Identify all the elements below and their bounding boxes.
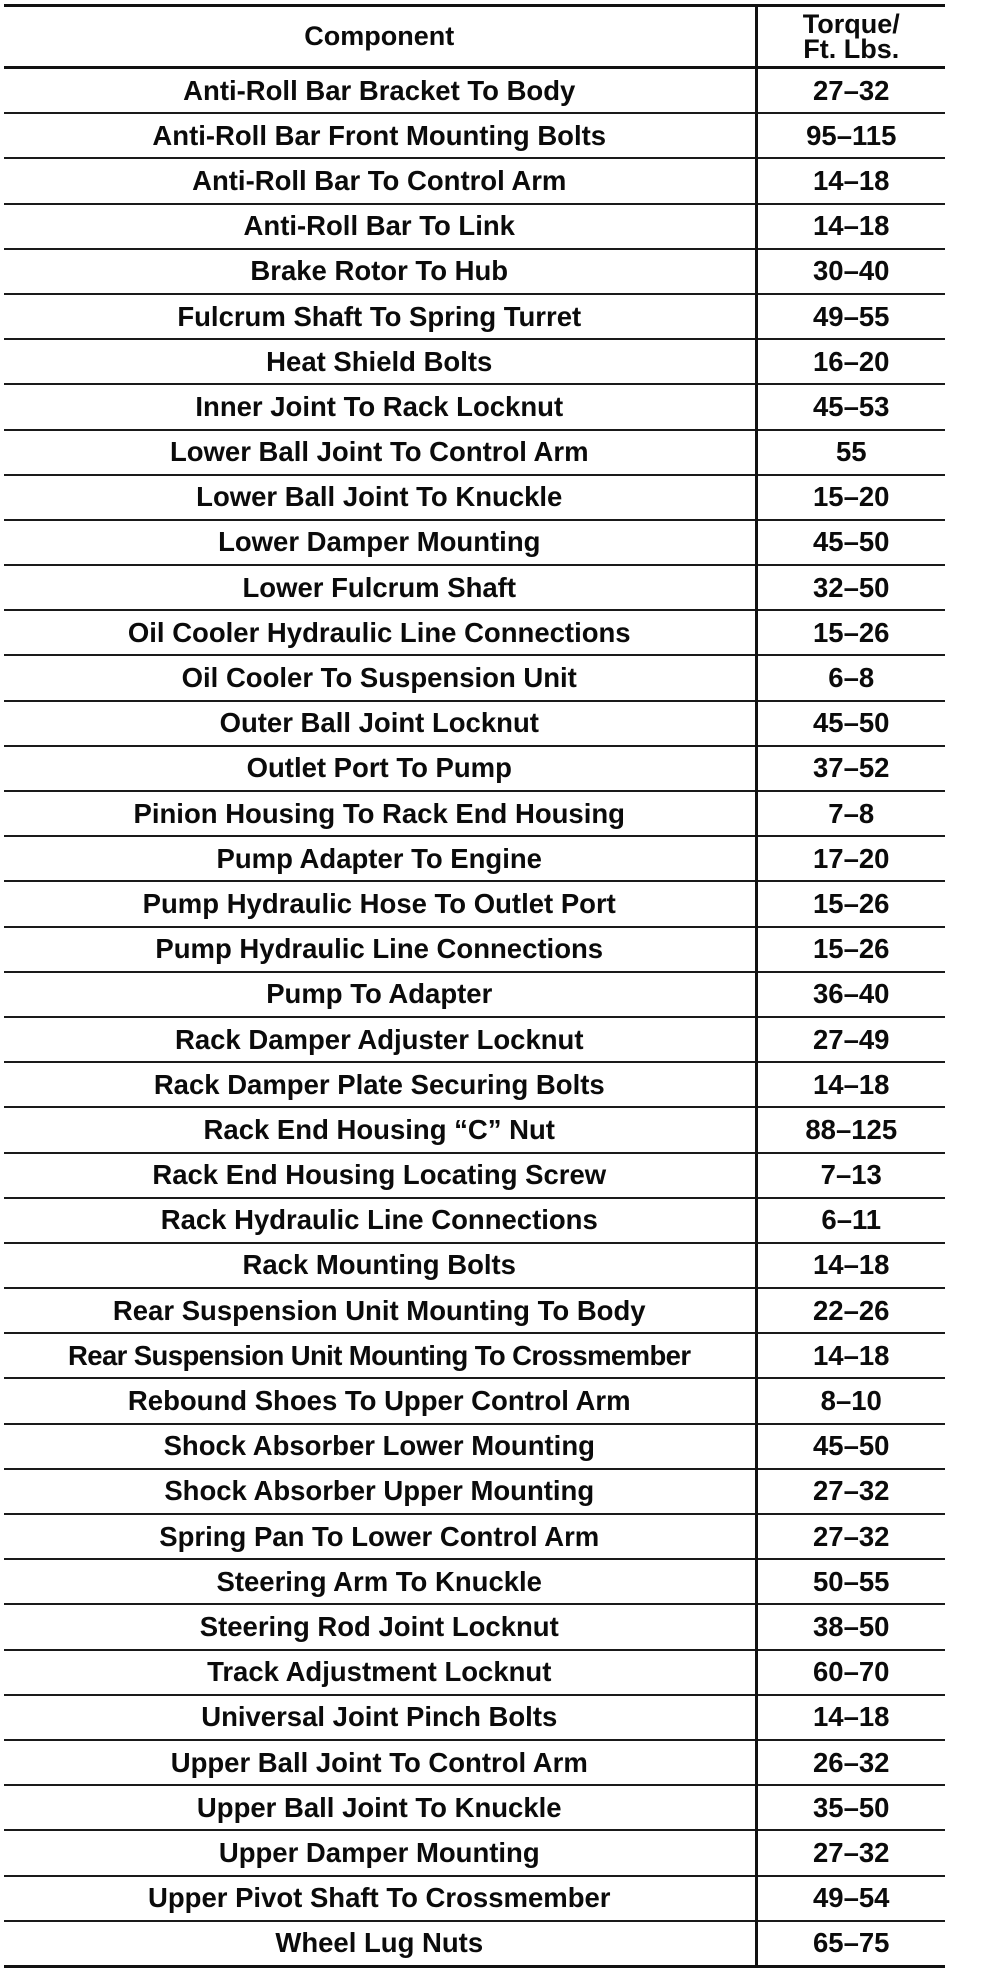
- component-cell: Rear Suspension Unit Mounting To Crossmember: [4, 1333, 756, 1378]
- component-cell: Lower Ball Joint To Control Arm: [4, 430, 756, 475]
- torque-cell: 15–26: [756, 881, 945, 926]
- component-cell: Rack End Housing Locating Screw: [4, 1153, 756, 1198]
- torque-cell: 49–54: [756, 1876, 945, 1921]
- torque-cell: 7–8: [756, 791, 945, 836]
- component-cell: Rack End Housing “C” Nut: [4, 1107, 756, 1152]
- header-row: [4, 6, 945, 68]
- component-cell: Fulcrum Shaft To Spring Turret: [4, 294, 756, 339]
- torque-cell: 16–20: [756, 339, 945, 384]
- table-row: [4, 475, 945, 520]
- component-cell: Rebound Shoes To Upper Control Arm: [4, 1378, 756, 1423]
- table-row: [4, 384, 945, 429]
- table-row: [4, 1604, 945, 1649]
- torque-cell: 38–50: [756, 1604, 945, 1649]
- table-body: [4, 68, 945, 1967]
- component-cell: Oil Cooler To Suspension Unit: [4, 655, 756, 700]
- torque-cell: 27–32: [756, 1469, 945, 1514]
- torque-cell: 45–50: [756, 1424, 945, 1469]
- table-row: [4, 1378, 945, 1423]
- component-cell: Brake Rotor To Hub: [4, 249, 756, 294]
- component-cell: Anti-Roll Bar Front Mounting Bolts: [4, 113, 756, 158]
- component-cell: Upper Damper Mounting: [4, 1830, 756, 1875]
- torque-cell: 27–32: [756, 1830, 945, 1875]
- torque-cell: 45–50: [756, 701, 945, 746]
- table-header: [4, 6, 945, 68]
- table-row: [4, 701, 945, 746]
- table-row: [4, 294, 945, 339]
- table-row: [4, 1107, 945, 1152]
- table-row: [4, 836, 945, 881]
- component-cell: Oil Cooler Hydraulic Line Connections: [4, 610, 756, 655]
- component-cell: Rear Suspension Unit Mounting To Body: [4, 1288, 756, 1333]
- component-cell: Outer Ball Joint Locknut: [4, 701, 756, 746]
- torque-cell: 14–18: [756, 1062, 945, 1107]
- torque-cell: 14–18: [756, 1243, 945, 1288]
- component-cell: Pump Adapter To Engine: [4, 836, 756, 881]
- torque-cell: 6–11: [756, 1198, 945, 1243]
- table-row: [4, 1785, 945, 1830]
- table-row: [4, 430, 945, 475]
- torque-cell: 22–26: [756, 1288, 945, 1333]
- component-cell: Upper Pivot Shaft To Crossmember: [4, 1876, 756, 1921]
- table-row: [4, 158, 945, 203]
- torque-cell: 45–50: [756, 520, 945, 565]
- table-row: [4, 1288, 945, 1333]
- table-row: [4, 655, 945, 700]
- table-row: [4, 113, 945, 158]
- component-cell: Upper Ball Joint To Knuckle: [4, 1785, 756, 1830]
- table-row: [4, 881, 945, 926]
- table-row: [4, 1153, 945, 1198]
- component-cell: Shock Absorber Upper Mounting: [4, 1469, 756, 1514]
- torque-cell: 26–32: [756, 1740, 945, 1785]
- torque-cell: 14–18: [756, 204, 945, 249]
- table-row: [4, 1740, 945, 1785]
- table-row: [4, 1469, 945, 1514]
- table-row: [4, 1876, 945, 1921]
- table-row: [4, 1830, 945, 1875]
- table-row: [4, 1062, 945, 1107]
- table-row: [4, 610, 945, 655]
- table-row: [4, 249, 945, 294]
- component-cell: Lower Fulcrum Shaft: [4, 565, 756, 610]
- torque-cell: 50–55: [756, 1559, 945, 1604]
- header-torque: [756, 6, 945, 68]
- table-row: [4, 746, 945, 791]
- torque-cell: 45–53: [756, 384, 945, 429]
- table-row: [4, 1559, 945, 1604]
- component-cell: Anti-Roll Bar To Control Arm: [4, 158, 756, 203]
- component-cell: Steering Rod Joint Locknut: [4, 1604, 756, 1649]
- component-cell: Anti-Roll Bar Bracket To Body: [4, 68, 756, 114]
- component-cell: Pinion Housing To Rack End Housing: [4, 791, 756, 836]
- table-row: [4, 1650, 945, 1695]
- torque-cell: 14–18: [756, 1695, 945, 1740]
- torque-spec-table: [4, 4, 945, 1968]
- component-cell: Steering Arm To Knuckle: [4, 1559, 756, 1604]
- torque-cell: 95–115: [756, 113, 945, 158]
- component-cell: Lower Damper Mounting: [4, 520, 756, 565]
- table-row: [4, 1921, 945, 1967]
- header-torque-line1: Torque/: [802, 8, 900, 39]
- component-cell: Upper Ball Joint To Control Arm: [4, 1740, 756, 1785]
- component-cell: Lower Ball Joint To Knuckle: [4, 475, 756, 520]
- component-cell: Rack Damper Adjuster Locknut: [4, 1017, 756, 1062]
- header-torque-line2: Ft. Lbs.: [803, 33, 900, 64]
- table-row: [4, 1333, 945, 1378]
- component-cell: Heat Shield Bolts: [4, 339, 756, 384]
- torque-cell: 6–8: [756, 655, 945, 700]
- component-cell: Spring Pan To Lower Control Arm: [4, 1514, 756, 1559]
- table-row: [4, 68, 945, 114]
- torque-cell: 65–75: [756, 1921, 945, 1967]
- torque-cell: 30–40: [756, 249, 945, 294]
- table-row: [4, 204, 945, 249]
- component-cell: Pump Hydraulic Line Connections: [4, 927, 756, 972]
- torque-cell: 8–10: [756, 1378, 945, 1423]
- table-row: [4, 1017, 945, 1062]
- torque-cell: 32–50: [756, 565, 945, 610]
- component-cell: Rack Damper Plate Securing Bolts: [4, 1062, 756, 1107]
- torque-cell: 15–20: [756, 475, 945, 520]
- header-component: Component: [4, 6, 756, 68]
- table-row: [4, 1514, 945, 1559]
- torque-cell: 27–32: [756, 68, 945, 114]
- component-cell: Track Adjustment Locknut: [4, 1650, 756, 1695]
- component-cell: Rack Hydraulic Line Connections: [4, 1198, 756, 1243]
- component-cell: Outlet Port To Pump: [4, 746, 756, 791]
- table-row: [4, 1424, 945, 1469]
- table-row: [4, 339, 945, 384]
- component-cell: Inner Joint To Rack Locknut: [4, 384, 756, 429]
- component-cell: Wheel Lug Nuts: [4, 1921, 756, 1967]
- torque-cell: 27–49: [756, 1017, 945, 1062]
- component-cell: Anti-Roll Bar To Link: [4, 204, 756, 249]
- table-row: [4, 972, 945, 1017]
- component-cell: Pump Hydraulic Hose To Outlet Port: [4, 881, 756, 926]
- torque-cell: 14–18: [756, 158, 945, 203]
- torque-cell: 49–55: [756, 294, 945, 339]
- table-row: [4, 1243, 945, 1288]
- torque-cell: 60–70: [756, 1650, 945, 1695]
- component-cell: Shock Absorber Lower Mounting: [4, 1424, 756, 1469]
- component-cell: Rack Mounting Bolts: [4, 1243, 756, 1288]
- torque-cell: 27–32: [756, 1514, 945, 1559]
- torque-cell: 7–13: [756, 1153, 945, 1198]
- torque-cell: 17–20: [756, 836, 945, 881]
- torque-cell: 55: [756, 430, 945, 475]
- table-row: [4, 520, 945, 565]
- torque-cell: 36–40: [756, 972, 945, 1017]
- table-row: [4, 791, 945, 836]
- component-cell: Pump To Adapter: [4, 972, 756, 1017]
- torque-cell: 14–18: [756, 1333, 945, 1378]
- component-cell: Universal Joint Pinch Bolts: [4, 1695, 756, 1740]
- table-row: [4, 1695, 945, 1740]
- torque-cell: 15–26: [756, 610, 945, 655]
- table-row: [4, 1198, 945, 1243]
- torque-cell: 88–125: [756, 1107, 945, 1152]
- torque-cell: 15–26: [756, 927, 945, 972]
- torque-cell: 35–50: [756, 1785, 945, 1830]
- table-row: [4, 927, 945, 972]
- torque-cell: 37–52: [756, 746, 945, 791]
- table-row: [4, 565, 945, 610]
